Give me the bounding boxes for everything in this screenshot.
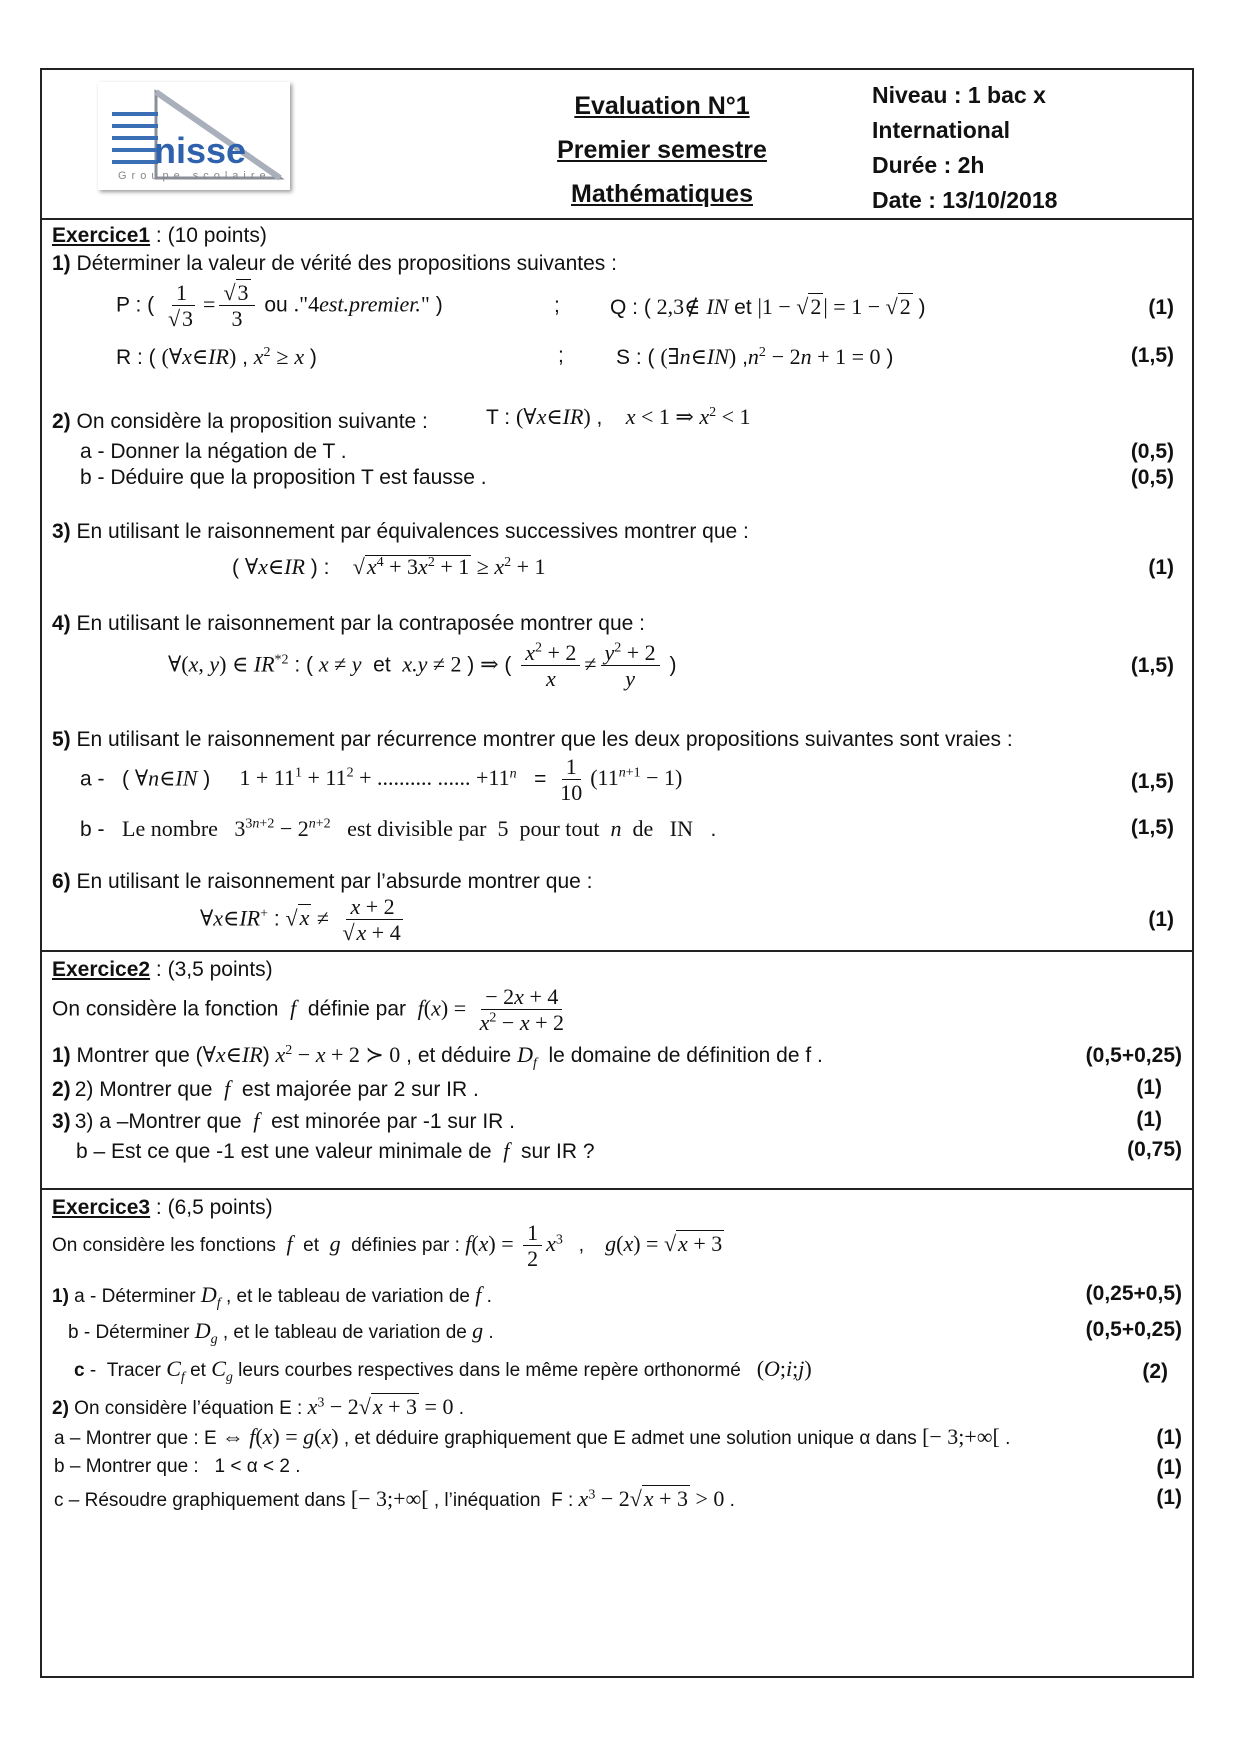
ex1-q3-formula: ( ∀x∈IR ) : $√x^4 + 3x^2 + 1 \ge x^2 + 1$ — [232, 554, 546, 579]
ex3-q2b-pts: (1) — [1156, 1456, 1182, 1479]
ex3-intro: On considère les fonctions f et g définies par : f(x) = $\frac{1}{2}$ $x^3$ , g(x) = √x + 3 — [52, 1220, 723, 1272]
ex2-q2: 2) 2) Montrer que f est majorée par 2 sur IR . — [52, 1076, 479, 1101]
logo-text: nisse — [154, 130, 247, 171]
ex1-q6-pts: (1) — [1148, 908, 1174, 931]
ex1-q2a: a - Donner la négation de T . — [80, 440, 347, 463]
ex1-q2b: b - Déduire que la proposition T est fausse . — [80, 466, 487, 489]
ex3-q2b: b – Montrer que : 1 < α < 2 . — [54, 1456, 301, 1477]
ex1-q5a: a - ( ∀n∈IN ) $1 + 11^1 + 11^2$ + .......... ...... $+11^n$ = $\frac{1}{10}$ $(11^{n+1} - 1)$ — [80, 754, 683, 806]
ex3-q1c: c - Tracer $C_f$ et $C_g$ leurs courbes respectives dans le même repère orthonormé (O;i;j) — [74, 1356, 812, 1385]
ex1-q4-formula: ∀(x, y) ∈ IR$^{*2}$ : ( x ≠ y et x.y ≠ 2 ) ⇒ ( $\frac{x^2 + 2}{x}$ ≠ $\frac{y^2 + 2}{y}$ ) — [168, 640, 677, 692]
ex1-q2a-pts: (0,5) — [1130, 440, 1174, 463]
ex1-q4 — [52, 612, 645, 636]
ex3-q1b-pts: (0,5+0,25) — [1085, 1318, 1182, 1341]
ex1-divider — [42, 950, 1192, 952]
ex1-q3 — [52, 520, 749, 544]
exam-info — [872, 78, 1057, 218]
ex1-title: Exercice1 — [52, 224, 151, 247]
info-level: Niveau : 1 bac x — [872, 82, 1046, 108]
sep-1: ; — [554, 294, 560, 317]
ex3-q1a: 1) a - Déterminer $D_f$ , et le tableau de variation de f . — [52, 1282, 492, 1311]
info-date: Date : 13/10/2018 — [872, 187, 1058, 213]
ex2-title: Exercice2 — [52, 958, 151, 981]
title-line-2: Premier semestre — [557, 136, 767, 164]
ex2-q1: 1) Montrer que (∀x∈IR) $x^2 - x + 2$ ≻ 0 , et déduire $D_f$ le domaine de définition de f . — [52, 1042, 823, 1072]
ex2-points: : (3,5 points) — [150, 958, 273, 981]
ex1-q1 — [52, 252, 617, 276]
info-track: International — [872, 117, 1011, 143]
ex1-q6-num: 6) — [52, 870, 71, 893]
ex2-q2-end: est majorée par 2 sur IR . — [241, 1078, 479, 1101]
ex1-q6-formula: ∀x∈IR+ : √x ≠ $\frac{x + 2}{√x + 4}$ — [200, 894, 401, 946]
ex3-q1b: b - Déterminer $D_g$ , et le tableau de variation de g . — [68, 1318, 494, 1347]
ex1-q5 — [52, 728, 1013, 752]
ex1-q5b-pts: (1,5) — [1130, 816, 1174, 839]
ex2-divider — [42, 1188, 1192, 1190]
ex3-q1a-pts: (0,25+0,5) — [1085, 1282, 1182, 1305]
ex1-q3-text: En utilisant le raisonnement par équivalences successives montrer que : — [70, 520, 749, 543]
school-logo — [98, 82, 290, 190]
prop-p: P : ( $\frac{1}{√3}$ = $\frac{√3}{3}$ ou ."4est.premier." ) — [116, 280, 443, 332]
ex3-heading — [52, 1196, 273, 1220]
ex2-q3a-text: 3) a –Montrer que — [74, 1110, 242, 1133]
ex3-q2a: a – Montrer que : E ⇔ f(x) = g(x) , et déduire graphiquement que E admet une solution unique α dans [− 3;+∞[ . — [54, 1424, 1011, 1449]
prop-s: S : ( (∃n∈IN) $,n^2 - 2n + 1 = 0$ ) — [616, 344, 894, 369]
exam-page — [40, 68, 1194, 1678]
prop-t: T : (∀x∈IR) , x < 1 ⇒ $x^2 < 1$ — [486, 404, 751, 429]
ex1-q1-pts-2: (1,5) — [1130, 344, 1174, 367]
ex1-q5b: b - Le nombre $3^{3n+2} - 2^{n+2}$ est divisible par 5 pour tout n de IN . — [80, 816, 717, 841]
ex2-q3b-text: b – Est ce que -1 est une valeur minimale de — [76, 1140, 492, 1163]
ex3-title: Exercice3 — [52, 1196, 151, 1219]
ex2-q2-text: 2) Montrer que — [74, 1078, 213, 1101]
ex1-q1-num: 1) — [52, 252, 71, 275]
ex2-intro: On considère la fonction f définie par f(x) = $\frac{- 2x + 4}{x^2 - x + 2}$ — [52, 984, 564, 1036]
exam-title — [482, 84, 842, 216]
prop-q: Q : ( 2,3∉ IN et |1 − √2| = 1 − √2 ) — [610, 294, 926, 319]
ex1-q3-num: 3) — [52, 520, 71, 543]
ex3-intro-text: On considère les fonctions — [52, 1234, 276, 1256]
ex1-q5-text: En utilisant le raisonnement par récurrence montrer que les deux propositions suivantes sont vraies : — [70, 728, 1013, 751]
prop-r: R : ( (∀x∈IR) , $x^2 \ge x$ ) — [116, 344, 317, 369]
ex2-q3b-pts: (0,75) — [1127, 1138, 1182, 1161]
ex1-q1-text: Déterminer la valeur de vérité des propositions suivantes : — [70, 252, 617, 275]
ex1-q6 — [52, 870, 592, 894]
ex3-q1c-pts: (2) — [1142, 1360, 1168, 1383]
ex1-q4-text: En utilisant le raisonnement par la contraposée montrer que : — [70, 612, 646, 635]
ex1-q5-num: 5) — [52, 728, 71, 751]
ex1-q2b-pts: (0,5) — [1130, 466, 1174, 489]
logo-subtext: Groupe scolaire — [118, 170, 271, 182]
ex1-q3-pts: (1) — [1148, 556, 1174, 579]
ex2-q2-pts: (1) — [1136, 1076, 1162, 1099]
ex1-q4-pts: (1,5) — [1130, 654, 1174, 677]
info-duration: Durée : 2h — [872, 152, 985, 178]
header-divider — [42, 218, 1192, 220]
ex2-q3a-pts: (1) — [1136, 1108, 1162, 1131]
ex3-q2c-pts: (1) — [1156, 1486, 1182, 1509]
ex3-points: : (6,5 points) — [150, 1196, 273, 1219]
ex1-points: : (10 points) — [150, 224, 267, 247]
ex1-q2 — [52, 410, 428, 434]
title-line-1: Evaluation N°1 — [574, 92, 750, 120]
ex1-q4-num: 4) — [52, 612, 71, 635]
ex1-q2-text: On considère la proposition suivante : — [70, 410, 428, 433]
ex2-q1-pts: (0,5+0,25) — [1085, 1044, 1182, 1067]
ex2-intro-text: On considère la fonction — [52, 997, 279, 1021]
title-line-3: Mathématiques — [571, 180, 753, 208]
ex3-q2c: c – Résoudre graphiquement dans [− 3;+∞[ , l’inéquation F : $x^3 - 2√x + 3 > 0$ . — [54, 1486, 735, 1511]
ex1-q5a-pts: (1,5) — [1130, 770, 1174, 793]
ex1-q1-pts-1: (1) — [1148, 296, 1174, 319]
ex2-heading — [52, 958, 273, 982]
ex2-q3a: 3) 3) a –Montrer que f est minorée par -1 sur IR . — [52, 1108, 516, 1133]
ex2-q3a-end: est minorée par -1 sur IR . — [271, 1110, 516, 1133]
ex1-q6-text: En utilisant le raisonnement par l’absurde montrer que : — [70, 870, 593, 893]
ex1-heading — [52, 224, 267, 248]
ex2-q3b: b – Est ce que -1 est une valeur minimale de f sur IR ? — [76, 1138, 595, 1163]
ex2-q3b-end: sur IR ? — [521, 1140, 595, 1163]
ex3-q2a-pts: (1) — [1156, 1426, 1182, 1449]
ex1-q2-num: 2) — [52, 410, 71, 433]
ex3-q2: 2) On considère l’équation E : $x^3 - 2√x + 3 = 0$ . — [52, 1394, 465, 1419]
sep-2: ; — [558, 344, 564, 367]
